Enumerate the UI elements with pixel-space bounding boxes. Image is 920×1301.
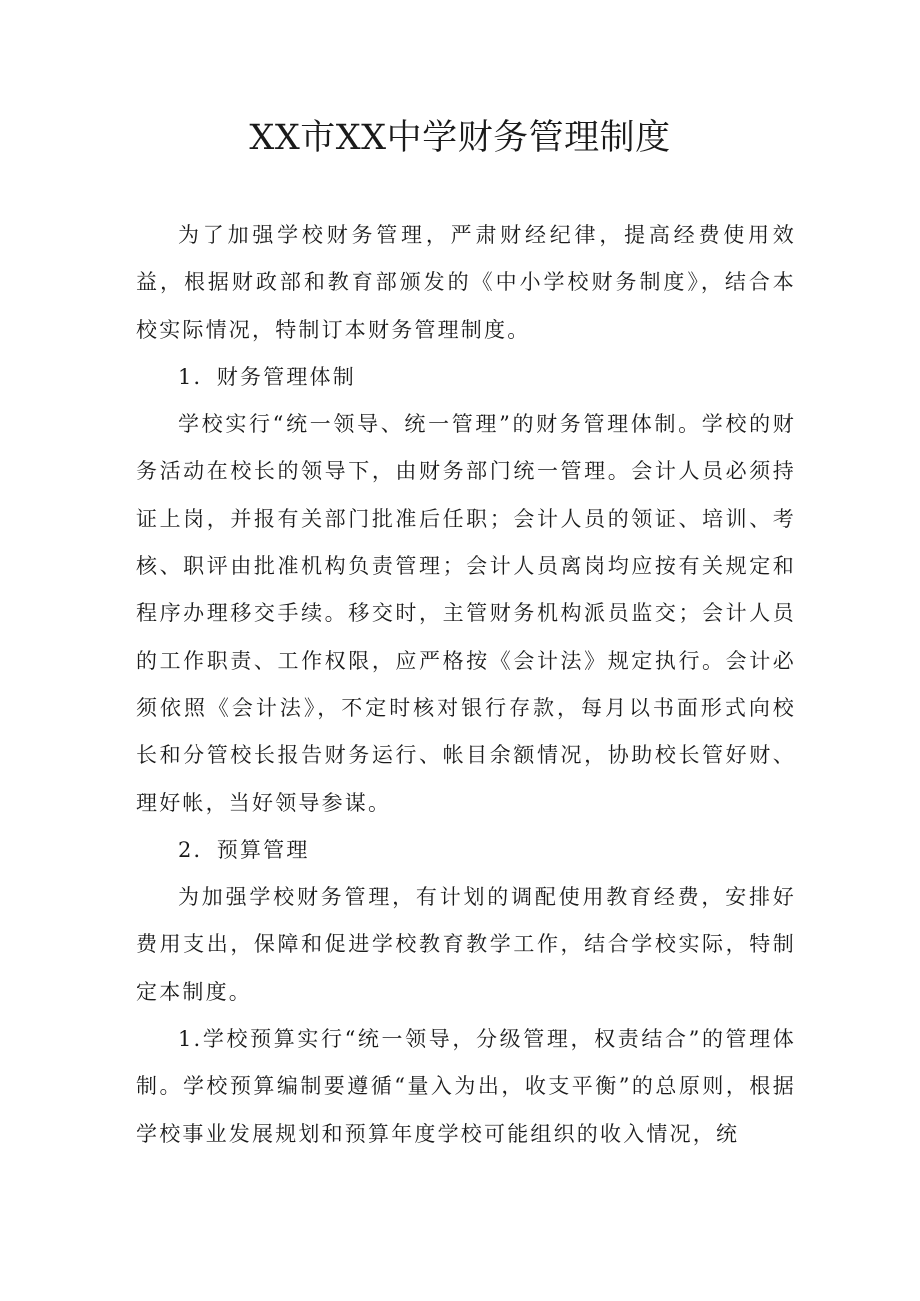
section-heading-finance-system: 1．财务管理体制 [178, 364, 356, 389]
section-heading-budget: 2．预算管理 [178, 837, 310, 862]
budget-intro-paragraph: 为加强学校财务管理，有计划的调配使用教育经费，安排好费用支出，保障和促进学校教育教学工作，结合学校实际，特制定本制度。 [136, 885, 796, 1004]
finance-system-paragraph: 学校实行“统一领导、统一管理”的财务管理体制。学校的财务活动在校长的领导下，由财务部门统一管理。会计人员必须持证上岗，并报有关部门批准后任职；会计人员的领证、培训、考核、职评由批准机构负责管理；会计人员离岗均应按有关规定和程序办理移交手续。移交时，主管财务机构派员监交；会计人员的工作职责、工作权限，应严格按《会计法》规定执行。会计必须依照《会计法》，不定时核对银行存款，每月以书面形式向校长和分管校长报告财务运行、帐目余额情况，协助校长管好财、理好帐，当好领导参谋。 [136, 412, 796, 815]
budget-item-1-paragraph: 1.学校预算实行“统一领导，分级管理，权责结合”的管理体制。学校预算编制要遵循“量入为出，收支平衡”的总原则，根据学校事业发展规划和预算年度学校可能组织的收入情况，统 [136, 1027, 796, 1146]
document-body [136, 212, 796, 1158]
intro-paragraph: 为了加强学校财务管理，严肃财经纪律，提高经费使用效益，根据财政部和教育部颁发的《中小学校财务制度》，结合本校实际情况，特制订本财务管理制度。 [136, 223, 796, 342]
document-title: XX市XX中学财务管理制度 [249, 118, 671, 158]
